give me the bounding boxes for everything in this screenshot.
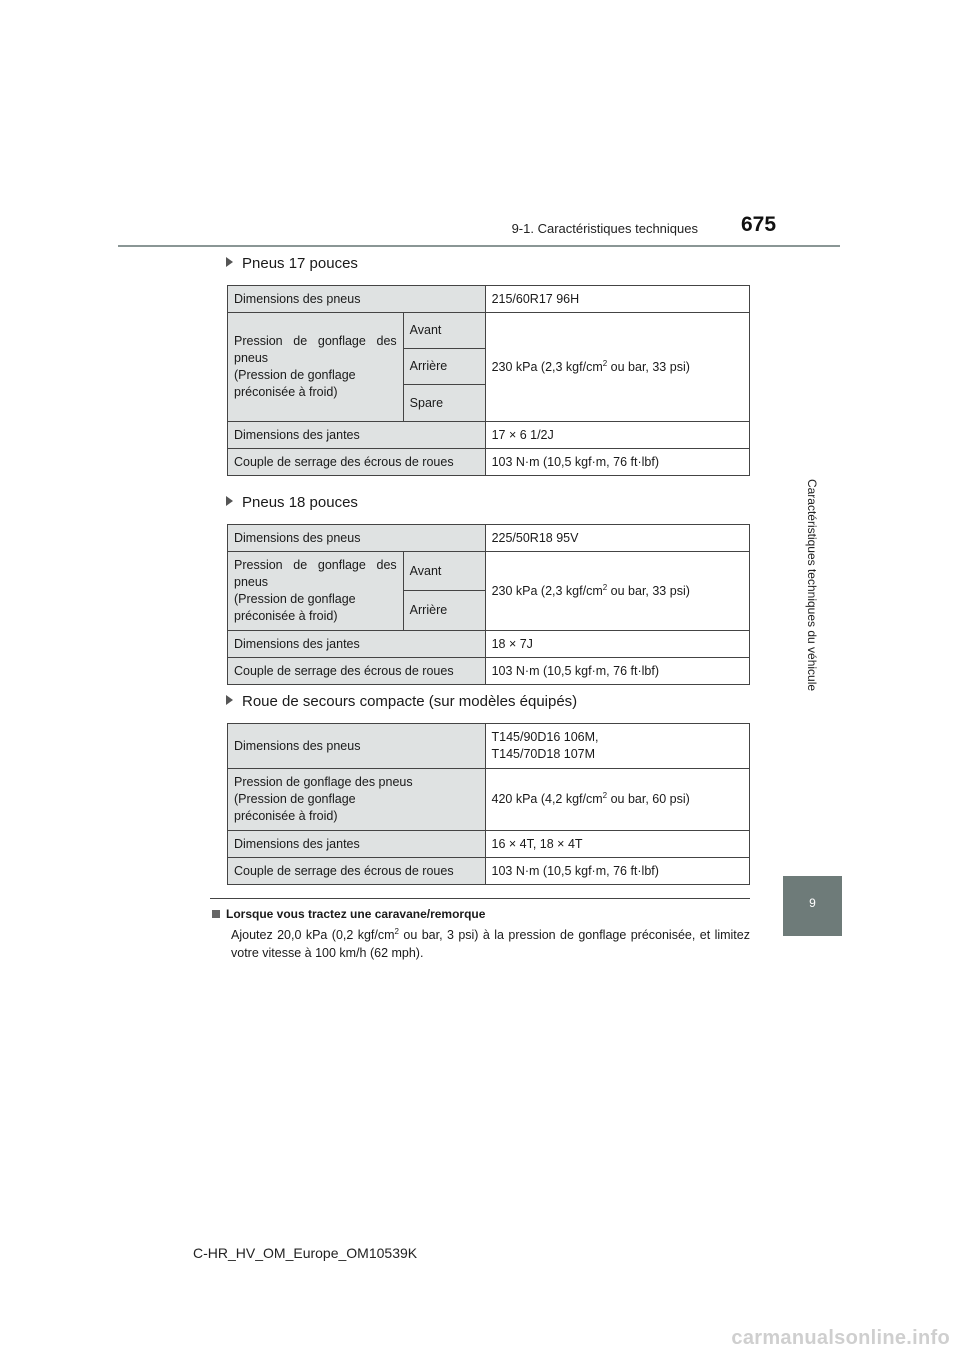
table-row — [228, 286, 750, 313]
rear-label: Arrière — [403, 591, 485, 631]
note-rule — [210, 898, 750, 899]
pressure-value-text: 420 kPa (4,2 kgf/cm — [491, 792, 603, 806]
section-heading-18 — [226, 494, 358, 511]
wheel-size-value: 16 × 4T, 18 × 4T — [485, 831, 750, 858]
chapter-number: 9 — [809, 896, 816, 910]
table-row — [228, 525, 750, 552]
pressure-value — [485, 313, 749, 422]
header-section-title: 9-1. Caractéristiques techniques — [511, 221, 698, 236]
torque-value: 103 N·m (10,5 kgf·m, 76 ft·lbf) — [485, 449, 749, 476]
watermark: carmanualsonline.info — [731, 1327, 950, 1349]
pressure-value-sup: 2 — [602, 582, 608, 592]
pressure-label-line: (Pression de gonflage — [234, 592, 356, 606]
torque-label: Couple de serrage des écrous de roues — [228, 658, 486, 685]
front-label: Avant — [403, 552, 485, 591]
pressure-label-line: préconisée à froid) — [234, 809, 338, 823]
pressure-label — [228, 769, 486, 831]
front-label: Avant — [403, 313, 485, 349]
tire-size-label: Dimensions des pneus — [228, 525, 486, 552]
pressure-label-line: Pression de gonflage des — [234, 558, 397, 572]
pressure-label-line: pneus — [234, 575, 269, 589]
note-title-text: Lorsque vous tractez une caravane/remorque — [226, 907, 486, 921]
note-body-text: Ajoutez 20,0 kPa (0,2 kgf/cm — [231, 928, 395, 942]
tire-size-value: 225/50R18 95V — [485, 525, 749, 552]
pressure-value — [485, 769, 750, 831]
pressure-label-line: pneus — [234, 351, 269, 365]
torque-label: Couple de serrage des écrous de roues — [228, 858, 486, 885]
table-row — [228, 858, 750, 885]
rear-label: Arrière — [403, 349, 485, 385]
section-heading-spare — [226, 693, 577, 710]
section-heading-text: Roue de secours compacte (sur modèles équipés) — [242, 693, 578, 710]
section-heading-text: Pneus 18 pouces — [242, 494, 358, 511]
pressure-label-line: (Pression de gonflage — [234, 792, 356, 806]
spare-label: Spare — [403, 385, 485, 422]
chapter-tab[interactable] — [783, 876, 842, 936]
pressure-label-line: préconisée à froid) — [234, 385, 338, 399]
side-chapter-title-text: Caractéristiques techniques du véhicule — [805, 478, 819, 692]
pressure-value-text: ou bar, 33 psi) — [607, 359, 690, 374]
tire-size-label: Dimensions des pneus — [228, 724, 486, 769]
triangle-bullet-icon — [226, 257, 233, 267]
pressure-label-line: Pression de gonflage des pneus — [234, 775, 413, 789]
table-row — [228, 658, 750, 685]
tire-size-value: 215/60R17 96H — [485, 286, 749, 313]
pressure-value-text: ou bar, 33 psi) — [607, 583, 690, 598]
tire-size-label: Dimensions des pneus — [228, 286, 486, 313]
pressure-label-line: préconisée à froid) — [234, 609, 338, 623]
pressure-label — [228, 313, 404, 422]
table-row — [228, 631, 750, 658]
spec-table-18 — [227, 524, 750, 685]
tire-size-value — [485, 724, 750, 769]
pressure-label — [228, 552, 404, 631]
table-row — [228, 449, 750, 476]
table-row — [228, 769, 750, 831]
table-row — [228, 552, 750, 591]
note-title — [212, 907, 485, 921]
wheel-size-value: 18 × 7J — [485, 631, 749, 658]
wheel-size-label: Dimensions des jantes — [228, 631, 486, 658]
note-body — [231, 926, 750, 962]
spec-table-17 — [227, 285, 750, 476]
table-row — [228, 831, 750, 858]
torque-label: Couple de serrage des écrous de roues — [228, 449, 486, 476]
section-heading-17 — [226, 255, 358, 272]
side-chapter-title — [783, 300, 841, 870]
wheel-size-value: 17 × 6 1/2J — [485, 422, 749, 449]
footer-doc-id: C-HR_HV_OM_Europe_OM10539K — [193, 1245, 418, 1261]
table-row — [228, 313, 750, 349]
spec-table-spare — [227, 723, 750, 885]
square-bullet-icon — [212, 910, 220, 918]
wheel-size-label: Dimensions des jantes — [228, 422, 486, 449]
pressure-value-sup: 2 — [602, 358, 608, 368]
pressure-label-line: (Pression de gonflage — [234, 368, 356, 382]
torque-value: 103 N·m (10,5 kgf·m, 76 ft·lbf) — [485, 658, 749, 685]
triangle-bullet-icon — [226, 695, 233, 705]
header-rule — [118, 245, 840, 247]
tire-size-value-line: T145/70D18 107M — [491, 747, 596, 761]
torque-value: 103 N·m (10,5 kgf·m, 76 ft·lbf) — [485, 858, 750, 885]
section-heading-text: Pneus 17 pouces — [242, 255, 358, 272]
wheel-size-label: Dimensions des jantes — [228, 831, 486, 858]
table-row — [228, 724, 750, 769]
pressure-value-text: 230 kPa (2,3 kgf/cm — [491, 359, 603, 374]
triangle-bullet-icon — [226, 496, 233, 506]
note-body-sup: 2 — [394, 926, 399, 936]
table-row — [228, 422, 750, 449]
pressure-value — [485, 552, 749, 631]
pressure-value-sup: 2 — [602, 790, 608, 800]
page-number: 675 — [741, 213, 777, 236]
pressure-label-line: Pression de gonflage des — [234, 334, 397, 348]
pressure-value-text: ou bar, 60 psi) — [607, 792, 690, 806]
note-body-text: ou bar, 3 psi) à la pression de gonflage préconisée, et limitez votre vitesse à 100 km/h (62 mph). — [231, 928, 750, 960]
tire-size-value-line: T145/90D16 106M, — [491, 730, 599, 744]
pressure-value-text: 230 kPa (2,3 kgf/cm — [491, 583, 603, 598]
